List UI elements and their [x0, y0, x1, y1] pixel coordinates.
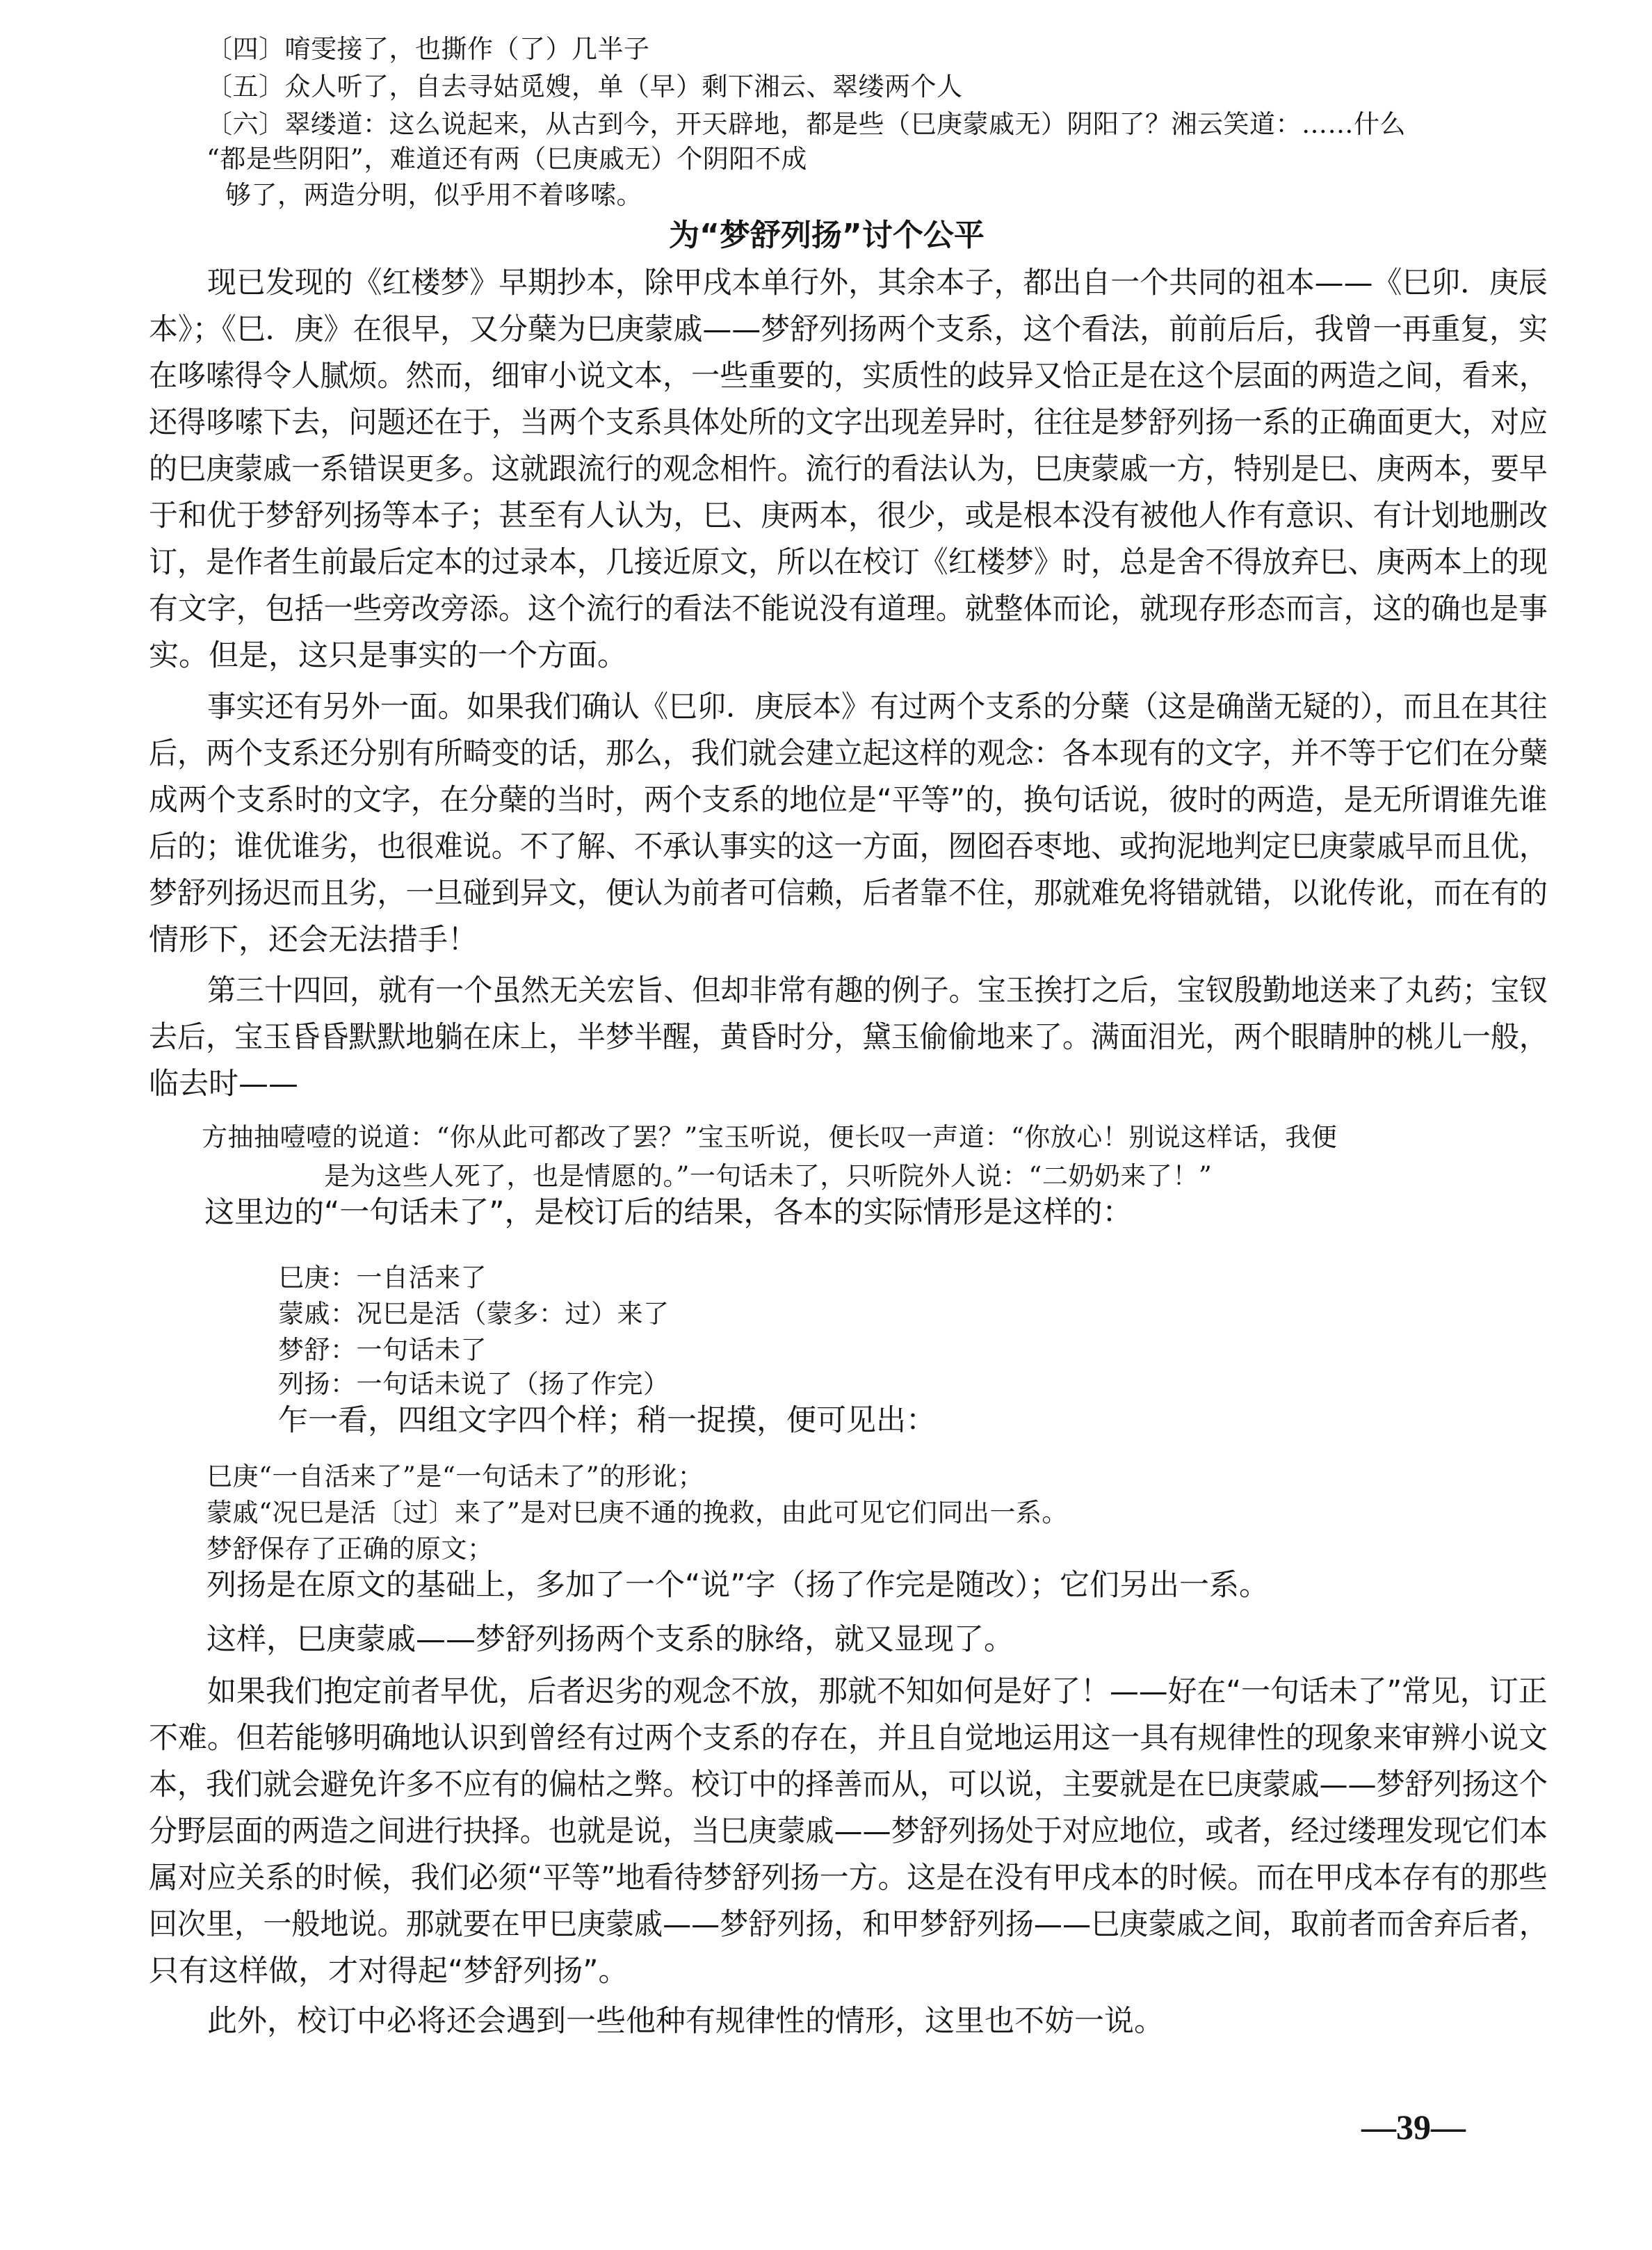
article-title: 为“梦舒列扬”讨个公平	[669, 218, 985, 253]
paragraph-1-line: 的巳庚蒙戚一系错误更多。这就跟流行的观念相忤。流行的看法认为，巳庚蒙戚一方，特别是巳、庚两本，要早	[149, 452, 1548, 487]
variant-reading: 蒙戚：况巳是活（蒙多：过）来了	[278, 1299, 670, 1329]
paragraph-3-line: 去后，宝玉昏昏默默地躺在床上，半梦半醒，黄昏时分，黛玉偷偷地来了。满面泪光，两个眼睛肿的桃儿一般，	[149, 1020, 1548, 1055]
paragraph-2-line: 梦舒列扬迟而且劣，一旦碰到异文，便认为前者可信赖，后者靠不住，那就难免将错就错，以讹传讹，而在有的	[149, 876, 1548, 911]
analysis-line: 蒙戚“况巳是活〔过〕来了”是对巳庚不通的挽救，由此可见它们同出一系。	[206, 1498, 1068, 1528]
paragraph-1-line: 本》；《巳．庚》在很早，又分蘖为巳庚蒙戚——梦舒列扬两个支系，这个看法，前前后后，我曾一再重复，实	[149, 312, 1548, 347]
paragraph-2-line: 后，两个支系还分别有所畸变的话，那么，我们就会建立起这样的观念：各本现有的文字，并不等于它们在分蘖	[149, 736, 1548, 771]
paragraph-4-line: 回次里，一般地说。那就要在甲巳庚蒙戚——梦舒列扬，和甲梦舒列扬——巳庚蒙戚之间，取前者而舍弃后者，	[149, 1907, 1548, 1942]
paragraph-4-line: 只有这样做，才对得起“梦舒列扬”。	[149, 1954, 629, 1989]
paragraph-4-line: 如果我们抱定前者早优，后者迟劣的观念不放，那就不知如何是好了！——好在“一句话未了”常见，订正	[207, 1674, 1548, 1709]
paragraph-1-line: 于和优于梦舒列扬等本子；甚至有人认为，巳、庚两本，很少，或是根本没有被他人作有意识、有计划地删改	[149, 499, 1548, 533]
paragraph-2-line: 成两个支系时的文字，在分蘖的当时，两个支系的地位是“平等”的，换句话说，彼时的两造，是无所谓谁先谁	[149, 783, 1548, 818]
page-number: —39—	[1361, 2107, 1466, 2146]
paragraph-2-line: 后的；谁优谁劣，也很难说。不了解、不承认事实的这一方面，囫囵吞枣地、或拘泥地判定巳庚蒙戚早而且优，	[149, 829, 1548, 864]
paragraph-4-line: 分野层面的两造之间进行抉择。也就是说，当巳庚蒙戚——梦舒列扬处于对应地位，或者，经过缕理发现它们本	[149, 1814, 1548, 1849]
top-quote-line: 够了，两造分明，似乎用不着哆嗦。	[225, 180, 642, 210]
paragraph-2-line: 情形下，还会无法措手！	[149, 923, 478, 957]
analysis-line: 梦舒保存了正确的原文；	[206, 1534, 494, 1564]
paragraph-1-line: 在哆嗦得令人腻烦。然而，细审小说文本，一些重要的，实质性的歧异又恰正是在这个层面的两造之间，看来，	[149, 359, 1548, 394]
analysis-line: 巳庚“一自活来了”是“一句话未了”的形讹；	[206, 1462, 704, 1491]
paragraph-1-line: 现已发现的《红楼梦》早期抄本，除甲戌本单行外，其余本子，都出自一个共同的祖本——《巳卯．庚辰	[207, 266, 1548, 300]
quoted-passage-line: 方抽抽噎噎的说道：“你从此可都改了罢？”宝玉听说，便长叹一声道：“你放心！别说这样话，我便	[202, 1122, 1338, 1152]
top-quote-line: 〔六〕翠缕道：这么说起来，从古到今，开天辟地，都是些（巳庚蒙戚无）阴阳了？湘云笑道：……什么	[206, 109, 1406, 139]
top-quote-line: “都是些阴阳”，难道还有两（巳庚戚无）个阴阳不成	[206, 144, 807, 174]
summary-text: 这样，巳庚蒙戚——梦舒列扬两个支系的脉络，就又显现了。	[206, 1622, 1014, 1657]
paragraph-4-line: 本，我们就会避免许多不应有的偏枯之弊。校订中的择善而从，可以说，主要就是在巳庚蒙戚——梦舒列扬这个	[149, 1767, 1548, 1802]
after-quote-text: 这里边的“一句话未了”，是校订后的结果，各本的实际情形是这样的：	[204, 1195, 1133, 1230]
paragraph-3-line: 临去时——	[149, 1067, 298, 1101]
paragraph-1-line: 实。但是，这只是事实的一个方面。	[149, 638, 627, 673]
top-quote-line: 〔四〕唷雯接了，也撕作（了）几半子	[206, 34, 650, 64]
variant-reading: 梦舒：一句话未了	[278, 1335, 487, 1365]
quoted-passage-line: 是为这些人死了，也是情愿的。”一句话未了，只听院外人说：“二奶奶来了！”	[324, 1161, 1213, 1191]
glance-text: 乍一看，四组文字四个样；稍一捉摸，便可见出：	[278, 1403, 936, 1438]
paragraph-1-line: 有文字，包括一些旁改旁添。这个流行的看法不能说没有道理。就整体而论，就现存形态而言，这的确也是事	[149, 592, 1548, 626]
top-quote-line: 〔五〕众人听了，自去寻姑觅嫂，单（早）剩下湘云、翠缕两个人	[206, 72, 963, 102]
paragraph-3-line: 第三十四回，就有一个虽然无关宏旨、但却非常有趣的例子。宝玉挨打之后，宝钗殷勤地送来了丸药；宝钗	[207, 973, 1548, 1008]
analysis-last-line: 列扬是在原文的基础上，多加了一个“说”字（扬了作完是随改）；它们另出一系。	[206, 1568, 1270, 1603]
paragraph-1-line: 还得哆嗦下去，问题还在于，当两个支系具体处所的文字出现差异时，往往是梦舒列扬一系的正确面更大，对应	[149, 405, 1548, 440]
paragraph-4-line: 属对应关系的时候，我们必须“平等”地看待梦舒列扬一方。这是在没有甲戌本的时候。而在甲戌本存有的那些	[149, 1861, 1548, 1895]
variant-reading: 列扬：一句话未说了（扬了作完）	[278, 1369, 670, 1399]
paragraph-5: 此外，校订中必将还会遇到一些他种有规律性的情形，这里也不妨一说。	[207, 2004, 1164, 2039]
paragraph-4-line: 不难。但若能够明确地认识到曾经有过两个支系的存在，并且自觉地运用这一具有规律性的现象来审辨小说文	[149, 1721, 1548, 1756]
paragraph-1-line: 订，是作者生前最后定本的过录本，几接近原文，所以在校订《红楼梦》时，总是舍不得放弃巳、庚两本上的现	[149, 545, 1548, 580]
variant-reading: 巳庚：一自活来了	[278, 1263, 487, 1293]
paragraph-2-line: 事实还有另外一面。如果我们确认《巳卯．庚辰本》有过两个支系的分蘖（这是确凿无疑的），而且在其往	[207, 690, 1548, 725]
